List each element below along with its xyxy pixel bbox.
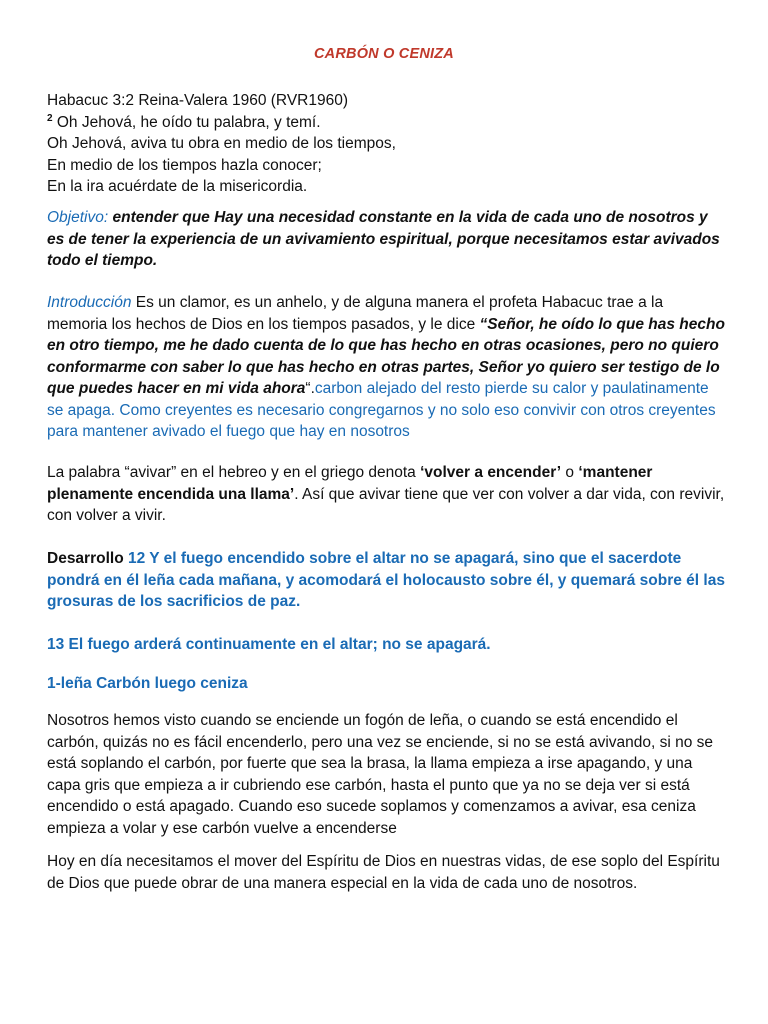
avivar-paragraph: La palabra “avivar” en el hebreo y en el griego denota ‘volver a encender’ o ‘mantener plenamente encendida una llama’. Así que avivar tiene que ver con volver a dar vida, con revivir, con volver a vivir.	[47, 464, 725, 524]
scripture-line: En la ira acuérdate de la misericordia.	[47, 178, 308, 195]
introduction-quote: “Señor, he oído lo que has hecho en otro tiempo, me he dado cuenta de lo que has hecho en otras ocasiones, pero no quiero conformarme con saber lo que has hecho en otras partes, Señor yo quiero ser testigo de lo que puedes hacer en mi vida ahora	[47, 315, 725, 397]
scripture-reference: Habacuc 3:2 Reina-Valera 1960 (RVR1960)	[47, 92, 348, 109]
avivar-meaning-1: ‘volver a encender’	[420, 464, 562, 481]
verse-13-text: 13 El fuego arderá continuamente en el altar; no se apagará.	[47, 636, 491, 653]
verse-number: 2	[47, 112, 53, 124]
point-1-paragraph: Nosotros hemos visto cuando se enciende un fogón de leña, o cuando se está encendido el carbón, quizás no es fácil encenderlo, pero una vez se enciende, si no se está avivando, si no se está soplando el carbón, por fuerte que sea la brasa, la llama empieza a irse apagando, y una capa gris que empieza a ir cubriendo ese carbón, hasta el punto que ya no se deja ver si está encendido o está apagado. Cuando eso sucede soplamos y comenzamos a avivar, esa ceniza empieza a volar y ese carbón vuelve a encenderse	[47, 712, 714, 837]
verse-12-text: 12 Y el fuego encendido sobre el altar no se apagará, sino que el sacerdote pondrá en él leña cada mañana, y acomodará el holocausto sobre él, y quemará sobre él las grosuras de los sacrificios de paz.	[47, 550, 725, 610]
avivar-meaning-2: ‘mantener plenamente encendida una llama’	[47, 464, 653, 503]
document-title: CARBÓN O CENIZA	[314, 46, 454, 62]
closing-paragraph: Hoy en día necesitamos el mover del Espíritu de Dios en nuestras vidas, de ese soplo del Espíritu de Dios que puede obrar de una manera especial en la vida de cada uno de nosotros.	[47, 853, 720, 892]
objective-paragraph	[47, 207, 727, 272]
point-1-heading: 1-leña Carbón luego ceniza	[47, 675, 248, 692]
introduction-label: Introducción	[47, 294, 132, 311]
scripture-block	[47, 90, 727, 198]
development-paragraph	[47, 548, 727, 613]
scripture-line: $^2$ Oh Jehová, he oído tu palabra, y temí.	[47, 112, 321, 131]
scripture-line: En medio de los tiempos hazla conocer;	[47, 156, 322, 174]
objective-text: entender que Hay una necesidad constante en la vida de cada uno de nosotros y es de tener la experiencia de un avivamiento espiritual, porque necesitamos estar avivados todo el tiempo.	[47, 209, 720, 269]
introduction-blue-text: carbon alejado del resto pierde su calor y paulatinamente se apaga. Como creyentes es necesario congregarnos y no solo eso convivir con otros creyentes para mantener avivado el fuego que hay en nosotros	[47, 380, 716, 440]
scripture-line: Oh Jehová, aviva tu obra en medio de los tiempos,	[47, 135, 396, 152]
development-label: Desarrollo	[47, 550, 124, 567]
objective-label: Objetivo:	[47, 209, 109, 226]
introduction-paragraph	[47, 292, 727, 443]
introduction-text: Es un clamor, es un anhelo, y de alguna manera el profeta Habacuc trae a la memoria los hechos de Dios en los tiempos pasados, y le dice	[47, 294, 664, 333]
introduction-quote-end: “.	[305, 380, 315, 397]
